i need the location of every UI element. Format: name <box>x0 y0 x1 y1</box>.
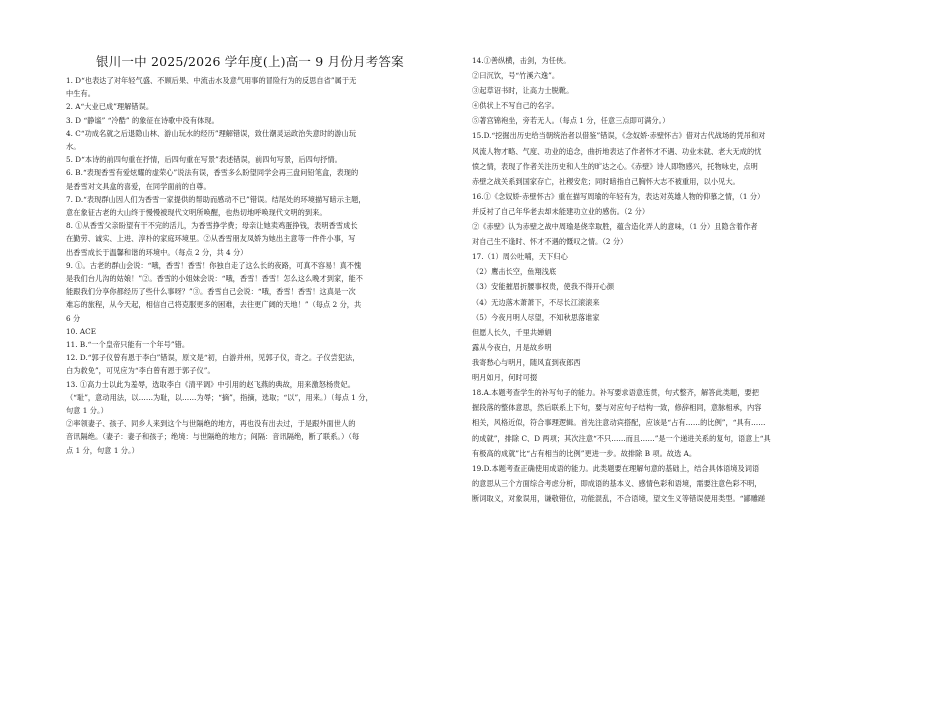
left-text-line: 4. C“功成名就之后退隐山林、游山玩水的经历”理解错误，致仕潮灵运政治失意时的游山玩 <box>66 129 357 138</box>
right-text-line: （5）今夜月明人尽望，不知秋思落谁家 <box>472 313 600 322</box>
left-text-line: 点 1 分，句意 1 分。） <box>66 446 139 455</box>
right-text-line: ⑤著宫锦袍坐，旁若无人。（每点 1 分，任意三点即可满分。） <box>472 116 670 125</box>
left-text-line: 7. D.“表现群山因人们为香雪一家提供的帮助而感动不已”错误。结尾处的环境描写暗示主题， <box>66 195 366 204</box>
right-text-line: 并反衬了自己年华老去却未能建功立业的感伤。（2 分） <box>472 207 650 216</box>
left-text-line: 在勤劳、诚实、上进、淳朴的家庭环境里。②从香雪朋友凤娇为她出主意等一件件小事，写 <box>66 234 356 243</box>
left-text-line: 难忘的旅程，从今天起，相信自己将克服更多的困难，去往更广阔的天地！”（每点 2 分，共 <box>66 300 362 309</box>
right-text-line: 露从今夜白，月是故乡明 <box>472 343 552 352</box>
right-text-line: 断词取义，对象误用，谦敬错位，功能混乱，不合语境，望文生义等错误使用类型。“鄙雕蹉 <box>472 494 766 503</box>
left-text-line: 音讯隔绝。（妻子：妻子和孩子；绝境：与世隔绝的地方；间隔：音讯隔绝，断了联系。）（每 <box>66 432 360 441</box>
document-title: 银川一中 2025/2026 学年度(上)高一 9 月份月考答案 <box>96 54 404 69</box>
left-text-line: 白为救免”，可见应为“李白曾有恩于郭子仪”。 <box>66 366 215 375</box>
left-text-line: 11. B.“一个皇帝只能有一个年号”错。 <box>66 340 190 349</box>
left-text-line: 中生有。 <box>66 89 95 98</box>
left-text-line: 能跟我们分享你都经历了些什么事呀？”③。香雪自己会说：“哦，香雪！香雪！这真是一次 <box>66 287 356 296</box>
left-text-line: 8. ①从香雪父亲盼望有干不完的活儿，为香雪挣学费；母亲让她卖鸡蛋挣钱，表明香雪成长 <box>66 221 358 230</box>
left-text-line: 6. B.“表现香雪有爱炫耀的虚荣心”说法有误，香雪多么盼望同学会再三盘问铅笔盒，表现的 <box>66 168 359 177</box>
left-text-line: （“耻”，意动用法，以……为耻，以……为辱；“摘”，指摘，选取；“以”，用来。）（每点 1 分， <box>66 393 373 402</box>
left-text-line: ②率领妻子、孩子、同乡人来到这个与世隔绝的地方，再也没有出去过，于是跟外面世人的 <box>66 419 356 428</box>
right-text-line: 16.①《念奴娇·赤壁怀古》重在描写周瑜的年轻有为，表达对英雄人物的仰慕之情，（1 分） <box>472 192 765 201</box>
right-text-line: ④供状上不写自己的名字。 <box>472 101 559 110</box>
right-text-line: 但愿人长久，千里共婵娟 <box>472 328 552 337</box>
right-text-line: 的成就”，排除 C、D 两项；其次注意“不只……而且……”是一个递进关系的复句，语意上“具 <box>472 434 771 443</box>
right-text-line: 明月如月，何时可掇 <box>472 373 538 382</box>
right-text-line: （4）无边落木萧萧下，不尽长江滚滚来 <box>472 298 600 307</box>
right-text-line: 风流人物才略、气度、功业的追念，曲折地表达了作者怀才不遇、功业未就、老大无成的忧 <box>472 147 762 156</box>
right-text-line: 相关，风格近似，符合事理逻辑。首先注意动宾搭配，应该是“占有……的比例”，“具有…… <box>472 418 766 427</box>
left-text-line: 9. ①。古老的群山会说：“哦，香雪！香雪！你独自走了这么长的夜路，可真不容易！真不愧 <box>66 261 362 270</box>
right-text-line: ③起草诏书时，让高力士脱靴。 <box>472 86 574 95</box>
right-text-line: 对自己生不逢时、怀才不遇的慨叹之情。（2 分） <box>472 237 628 246</box>
right-text-line: 愤之情，表现了作者关注历史和人生的旷达之心。《赤壁》诗人即物感兴，托物咏史，点明 <box>472 162 758 171</box>
right-text-line: ②曰沉饮，号“竹溪六逸”。 <box>472 71 560 80</box>
right-text-line: 赤壁之战关系到国家存亡，社稷安危；同时暗指自己胸怀大志不被重用，以小见大。 <box>472 177 740 186</box>
right-text-line: 我寄愁心与明月，随风直到夜郎西 <box>472 358 581 367</box>
left-text-line: 6 分 <box>66 314 81 323</box>
left-text-line: 是我们台儿沟的姑娘！”②。香雪的小姐妹会说：“哦，香雪！香雪！怎么这么晚才到家，能不 <box>66 274 363 283</box>
left-text-line: 意在象征古老的大山终于慢慢被现代文明所唤醒，也热切地呼唤现代文明的到来。 <box>66 208 327 217</box>
left-text-line: 出香雪成长于温馨和谐的环境中。（每点 2 分，共 4 分） <box>66 248 248 257</box>
right-text-line: 有极高的成就”比“占有相当的比例”更进一步。故排除 B 项。故选 A。 <box>472 449 697 458</box>
right-text-line: （2）鹰击长空，鱼翔浅底 <box>472 267 557 276</box>
left-text-line: 10. ACE <box>66 327 97 336</box>
left-text-line: 1. D“也表达了对年轻气盛、不顾后果、中流击水及意气用事的冒险行为的反思自省”属于无 <box>66 76 357 85</box>
left-text-line: 是香雪对文具盒的喜爱，在同学面前的自尊。 <box>66 182 211 191</box>
right-text-line: 17.（1）周公吐哺，天下归心 <box>472 252 568 261</box>
left-text-line: 水。 <box>66 142 81 151</box>
right-text-line: （3）安能摧眉折腰事权贵，使我不得开心颜 <box>472 282 615 291</box>
left-text-line: 句意 1 分。） <box>66 406 108 415</box>
left-text-line: 3. D “静谧” “冷酷” 的象征在诗歌中没有体现。 <box>66 116 219 125</box>
right-text-line: 握段落的整体意思，然后联系上下句，要与对应句子结构一致，修辞相同，意脉相承，内容 <box>472 403 762 412</box>
right-text-line: 18.A.本题考查学生的补写句子的能力。补写要求语意连贯，句式整齐，解答此类题，要把 <box>472 388 759 397</box>
right-text-line: 的意思从三个方面综合考虑分析，即成语的基本义、感情色彩和语境，需要注意色彩不明， <box>472 479 762 488</box>
right-text-line: 15.D.“挖掘出历史给当朝统治者以借鉴”错误，《念奴娇·赤壁怀古》借对古代战场的凭吊和对 <box>472 131 766 140</box>
left-text-line: 12. D.“郭子仪曾有恩于李白”错误，原文是“初，白游并州，见郭子仪，奇之。子仪尝犯法， <box>66 353 360 362</box>
left-text-line: 2. A“大业已成”理解错误。 <box>66 102 154 111</box>
right-text-line: ②《赤壁》认为赤壁之战中周瑜是侥幸取胜，蕴含造化弄人的意味，（1 分）且隐含着作者 <box>472 222 758 231</box>
left-text-line: 13. ①高力士以此为羞辱，选取李白《清平调》中引用的赵飞燕的典故，用来激怒杨贵妃。 <box>66 380 355 389</box>
right-text-line: 19.D.本题考查正确使用成语的能力。此类题要在理解句意的基础上，结合具体语境及词语 <box>472 464 760 473</box>
left-text-line: 5. D“本诗的前四句重在抒情，后四句重在写景”表述错误，前四句写景，后四句抒情。 <box>66 155 342 164</box>
right-text-line: 14.①善纵横，击剑，为任侠。 <box>472 56 571 65</box>
